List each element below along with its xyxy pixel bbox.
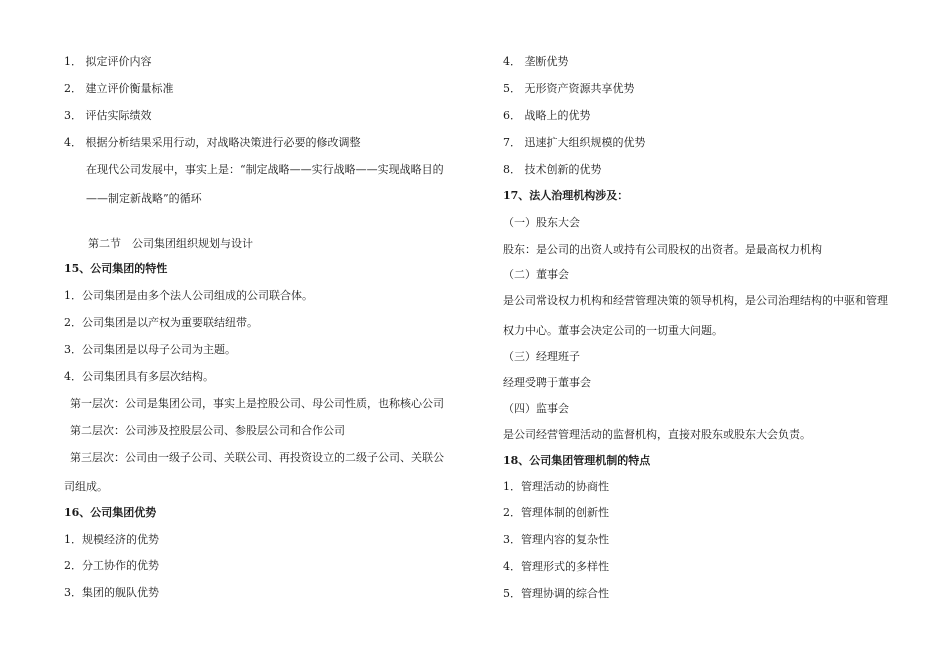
heading-16: 16、公司集团优势 (64, 506, 157, 519)
list-item: 4．管理形式的多样性 (503, 560, 609, 573)
list-item: 3． 评估实际绩效 (64, 109, 152, 122)
subheading: （二）董事会 (503, 268, 569, 281)
list-item: 1． 拟定评价内容 (64, 55, 152, 68)
paragraph-line: 权力中心。董事会决定公司的一切重大问题。 (503, 324, 723, 337)
subheading: （四）监事会 (503, 402, 569, 415)
list-item: 1．规模经济的优势 (64, 533, 159, 546)
paragraph-line: ——制定新战略”的循环 (86, 192, 202, 205)
paragraph-line: 司组成。 (64, 480, 108, 493)
list-item: 2． 建立评价衡量标准 (64, 82, 174, 95)
paragraph-line: 第一层次：公司是集团公司，事实上是控股公司、母公司性质，也称核心公司 (70, 397, 444, 410)
list-item: 4．公司集团具有多层次结构。 (64, 370, 214, 383)
section-heading: 第二节 公司集团组织规划与设计 (88, 237, 253, 250)
subheading: （一）股东大会 (503, 216, 580, 229)
list-item: 7． 迅速扩大组织规模的优势 (503, 136, 646, 149)
list-item: 2．管理体制的创新性 (503, 506, 609, 519)
list-item: 2．分工协作的优势 (64, 559, 159, 572)
list-item: 1．管理活动的协商性 (503, 480, 609, 493)
list-item: 5．管理协调的综合性 (503, 587, 609, 600)
paragraph-line: 在现代公司发展中，事实上是：“制定战略——实行战略——实现战略目的 (86, 163, 444, 176)
list-item: 3．管理内容的复杂性 (503, 533, 609, 546)
list-item: 4． 根据分析结果采用行动，对战略决策进行必要的修改调整 (64, 136, 361, 149)
heading-15: 15、公司集团的特性 (64, 262, 168, 275)
list-item: 8． 技术创新的优势 (503, 163, 602, 176)
subheading: （三）经理班子 (503, 350, 580, 363)
list-item: 6． 战略上的优势 (503, 109, 591, 122)
paragraph-line: 是公司经营管理活动的监督机构，直接对股东或股东大会负责。 (503, 428, 811, 441)
list-item: 3．公司集团是以母子公司为主题。 (64, 343, 236, 356)
list-item: 3．集团的舰队优势 (64, 586, 159, 599)
paragraph-line: 经理受聘于董事会 (503, 376, 591, 389)
list-item: 4． 垄断优势 (503, 55, 569, 68)
list-item: 1．公司集团是由多个法人公司组成的公司联合体。 (64, 289, 313, 302)
paragraph-line: 是公司常设权力机构和经营管理决策的领导机构，是公司治理结构的中驱和管理 (503, 294, 888, 307)
heading-17: 17、法人治理机构涉及： (503, 189, 629, 202)
paragraph-line: 股东：是公司的出资人或持有公司股权的出资者。是最高权力机构 (503, 243, 822, 256)
paragraph-line: 第二层次：公司涉及控股层公司、参股层公司和合作公司 (70, 424, 345, 437)
paragraph-line: 第三层次：公司由一级子公司、关联公司、再投资设立的二级子公司、关联公 (70, 451, 444, 464)
list-item: 5． 无形资产资源共享优势 (503, 82, 635, 95)
heading-18: 18、公司集团管理机制的特点 (503, 454, 651, 467)
list-item: 2．公司集团是以产权为重要联结纽带。 (64, 316, 258, 329)
